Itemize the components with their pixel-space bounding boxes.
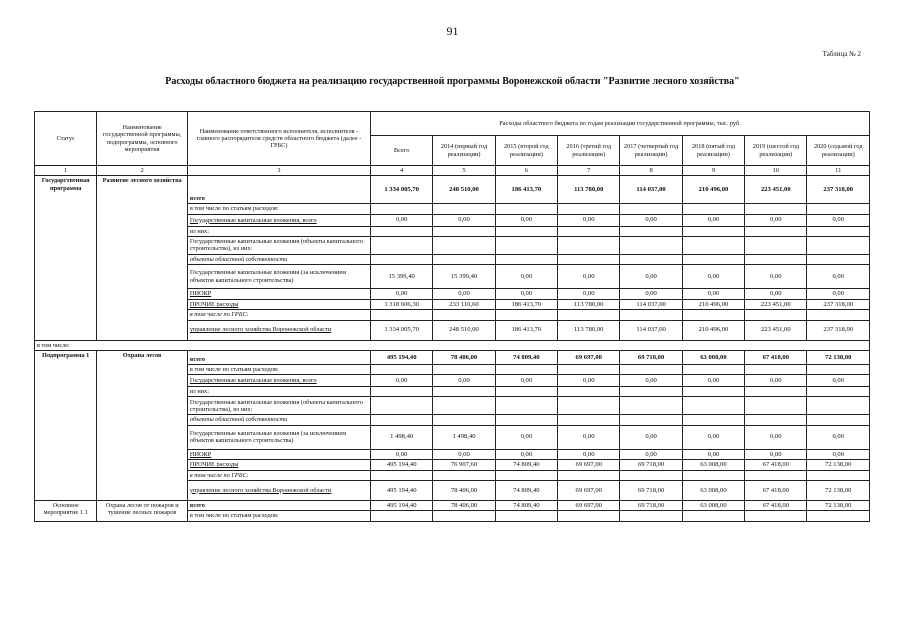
row-value: 69 718,00 — [620, 480, 682, 500]
row-value: 69 697,00 — [558, 500, 620, 511]
row-value — [558, 236, 620, 254]
row-value — [558, 254, 620, 264]
row-value: 223 451,00 — [745, 320, 807, 340]
row-value: 0,00 — [682, 449, 744, 460]
row-value — [433, 415, 495, 425]
row-value — [745, 387, 807, 397]
row-value: 63 008,00 — [682, 460, 744, 471]
row-value — [495, 397, 557, 415]
row-label: НИОКР — [187, 289, 370, 300]
row-value: 186 413,70 — [495, 176, 557, 204]
header-year: 2015 (второй год реализации) — [495, 136, 557, 166]
row-value — [745, 236, 807, 254]
row-value: 67 418,00 — [745, 350, 807, 364]
row-value — [620, 364, 682, 374]
row-value: 237 318,00 — [807, 299, 870, 310]
row-value: 0,00 — [558, 214, 620, 226]
row-value: 67 418,00 — [745, 500, 807, 511]
row-value — [682, 310, 744, 320]
row-value — [682, 470, 744, 480]
row-value: 74 809,40 — [495, 460, 557, 471]
row-value: 1 498,40 — [433, 425, 495, 449]
row-value: 0,00 — [745, 214, 807, 226]
row-value — [558, 470, 620, 480]
row-value: 0,00 — [558, 449, 620, 460]
row-value: 74 809,40 — [495, 350, 557, 364]
row-value: 0,00 — [682, 289, 744, 300]
row-value: 78 406,00 — [433, 480, 495, 500]
header-year: 2019 (шестой год реализации) — [745, 136, 807, 166]
row-value — [495, 415, 557, 425]
row-value: 0,00 — [807, 289, 870, 300]
row-value — [620, 511, 682, 521]
row-value: 0,00 — [495, 214, 557, 226]
row-value: 74 809,40 — [495, 480, 557, 500]
row-value: 76 907,60 — [433, 460, 495, 471]
table-row — [35, 340, 870, 350]
row-label: в том числе по ГРБС: — [187, 470, 370, 480]
row-value: 0,00 — [682, 425, 744, 449]
column-index: 11 — [807, 166, 870, 176]
row-label: в том числе по статьям расходов: — [187, 204, 370, 214]
row-value — [807, 397, 870, 415]
row-value — [433, 511, 495, 521]
row-value: 67 418,00 — [745, 480, 807, 500]
header-year: 2014 (первый год реализации) — [433, 136, 495, 166]
table-body — [35, 176, 870, 521]
row-value — [807, 226, 870, 236]
column-index-row — [35, 166, 870, 176]
row-value: 0,00 — [495, 375, 557, 387]
row-value: 0,00 — [745, 375, 807, 387]
row-label: ПРОЧИЕ расходы — [187, 299, 370, 310]
row-value — [807, 470, 870, 480]
table-row — [35, 500, 870, 511]
row-value — [807, 310, 870, 320]
row-value: 248 510,00 — [433, 320, 495, 340]
row-value: 113 780,00 — [558, 176, 620, 204]
row-value: 67 418,00 — [745, 460, 807, 471]
row-value: 69 718,00 — [620, 500, 682, 511]
row-value — [682, 511, 744, 521]
row-value: 69 718,00 — [620, 350, 682, 364]
document-title: Расходы областного бюджета на реализацию государственной программы Воронежской области "Развитие лесного хозяйства" — [165, 76, 740, 87]
row-value: 0,00 — [682, 214, 744, 226]
row-value — [370, 511, 432, 521]
row-value — [745, 415, 807, 425]
row-value — [495, 310, 557, 320]
row-label: объекты областной собственности — [187, 254, 370, 264]
row-value — [620, 397, 682, 415]
row-value: 0,00 — [682, 265, 744, 289]
row-value — [807, 236, 870, 254]
row-value: 78 406,00 — [433, 350, 495, 364]
row-value — [495, 254, 557, 264]
row-label: ПРОЧИЕ расходы — [187, 460, 370, 471]
row-value: 0,00 — [433, 289, 495, 300]
row-value: 0,00 — [433, 449, 495, 460]
row-value: 69 718,00 — [620, 460, 682, 471]
row-value — [433, 254, 495, 264]
row-label: Государственные капитальные вложения (объекты капитального строительства), из них: — [187, 236, 370, 254]
row-value — [370, 226, 432, 236]
row-value — [682, 204, 744, 214]
row-value — [558, 387, 620, 397]
row-value — [370, 236, 432, 254]
row-value: 0,00 — [433, 375, 495, 387]
header-year: 2017 (четвертый год реализации) — [620, 136, 682, 166]
row-value — [370, 254, 432, 264]
row-label: всего — [187, 500, 370, 511]
column-index: 1 — [35, 166, 97, 176]
table-header — [35, 112, 870, 176]
table-row — [35, 350, 870, 364]
row-value: 113 780,00 — [558, 299, 620, 310]
row-value: 0,00 — [495, 289, 557, 300]
column-index: 7 — [558, 166, 620, 176]
row-value — [495, 470, 557, 480]
row-value — [558, 397, 620, 415]
row-value: 0,00 — [558, 265, 620, 289]
column-index: 5 — [433, 166, 495, 176]
table-label: Таблица № 2 — [822, 50, 861, 58]
row-value — [433, 226, 495, 236]
row-value — [370, 470, 432, 480]
header-expenses-group: Расходы областного бюджета по годам реализации государственной программы, тыс. руб. — [370, 112, 869, 136]
header-year: 2020 (седьмой год реализации) — [807, 136, 870, 166]
header-year: 2018 (пятый год реализации) — [682, 136, 744, 166]
row-label: всего — [187, 176, 370, 204]
row-value: 15 399,40 — [370, 265, 432, 289]
row-label: управление лесного хозяйства Воронежской области — [187, 320, 370, 340]
row-value: 15 399,40 — [433, 265, 495, 289]
row-value — [558, 310, 620, 320]
row-value — [370, 387, 432, 397]
row-label: Государственные капитальные вложения (за исключением объектов капитального строительства) — [187, 265, 370, 289]
row-value: 1 498,40 — [370, 425, 432, 449]
row-label: объекты областной собственности — [187, 415, 370, 425]
row-value: 0,00 — [807, 214, 870, 226]
row-value: 69 697,00 — [558, 460, 620, 471]
row-value — [745, 226, 807, 236]
table-row — [35, 176, 870, 204]
row-value — [682, 364, 744, 374]
row-value — [682, 226, 744, 236]
row-value — [620, 236, 682, 254]
row-label: управление лесного хозяйства Воронежской области — [187, 480, 370, 500]
row-label: из них: — [187, 387, 370, 397]
row-value — [682, 415, 744, 425]
row-value: 63 008,00 — [682, 500, 744, 511]
row-value — [433, 397, 495, 415]
row-value: 0,00 — [807, 425, 870, 449]
column-index: 9 — [682, 166, 744, 176]
row-value — [807, 364, 870, 374]
row-label: всего — [187, 350, 370, 364]
row-value: 233 110,60 — [433, 299, 495, 310]
row-value — [745, 204, 807, 214]
row-value — [558, 204, 620, 214]
row-value: 0,00 — [620, 265, 682, 289]
row-value: 210 496,00 — [682, 320, 744, 340]
row-value — [370, 397, 432, 415]
row-value — [558, 415, 620, 425]
row-value: 0,00 — [620, 214, 682, 226]
row-value: 113 780,00 — [558, 320, 620, 340]
row-value — [495, 236, 557, 254]
row-value: 72 138,00 — [807, 350, 870, 364]
row-value: 495 194,40 — [370, 480, 432, 500]
row-value — [620, 226, 682, 236]
row-value — [433, 204, 495, 214]
row-label: в том числе по ГРБС: — [187, 310, 370, 320]
row-status: Государственная программа — [35, 176, 97, 340]
row-value: 72 138,00 — [807, 460, 870, 471]
row-value: 72 138,00 — [807, 480, 870, 500]
row-value: 495 194,40 — [370, 500, 432, 511]
column-index: 3 — [187, 166, 370, 176]
row-value: 0,00 — [682, 375, 744, 387]
row-value — [558, 364, 620, 374]
row-value: 0,00 — [745, 449, 807, 460]
row-value: 210 496,00 — [682, 176, 744, 204]
row-label: НИОКР — [187, 449, 370, 460]
row-value: 237 318,00 — [807, 320, 870, 340]
row-value — [682, 387, 744, 397]
row-value: 63 008,00 — [682, 350, 744, 364]
row-value — [370, 204, 432, 214]
row-label: в том числе по статьям расходов: — [187, 364, 370, 374]
row-label: Государственные капитальные вложения, всего — [187, 375, 370, 387]
row-value — [433, 387, 495, 397]
row-value — [433, 364, 495, 374]
row-value: 0,00 — [620, 289, 682, 300]
row-value: 0,00 — [558, 289, 620, 300]
row-label: Государственные капитальные вложения (объекты капитального строительства), из них: — [187, 397, 370, 415]
row-value: 0,00 — [620, 425, 682, 449]
row-label: в том числе по статьям расходов: — [187, 511, 370, 521]
row-value: 114 037,00 — [620, 176, 682, 204]
row-value: 74 809,40 — [495, 500, 557, 511]
row-label: из них: — [187, 226, 370, 236]
row-value: 0,00 — [807, 449, 870, 460]
row-value — [745, 364, 807, 374]
row-value: 63 008,00 — [682, 480, 744, 500]
row-value: 0,00 — [495, 449, 557, 460]
row-value — [370, 310, 432, 320]
row-value — [682, 397, 744, 415]
row-value — [745, 511, 807, 521]
row-value: 0,00 — [370, 449, 432, 460]
row-value — [745, 310, 807, 320]
header-executor: Наименование ответственного исполнителя, исполнителя - главного распорядителя средств областного бюджета (далее - ГРБС) — [187, 112, 370, 166]
row-value — [620, 415, 682, 425]
row-value — [495, 387, 557, 397]
row-value — [745, 397, 807, 415]
row-value: 0,00 — [370, 289, 432, 300]
row-value: 210 496,00 — [682, 299, 744, 310]
column-index: 8 — [620, 166, 682, 176]
row-value — [495, 204, 557, 214]
row-value: 0,00 — [495, 425, 557, 449]
row-program-name: Развитие лесного хозяйства — [97, 176, 188, 340]
header-status: Статус — [35, 112, 97, 166]
column-index: 4 — [370, 166, 432, 176]
row-value — [807, 387, 870, 397]
row-value — [807, 254, 870, 264]
row-value: 223 451,00 — [745, 299, 807, 310]
row-value — [745, 470, 807, 480]
row-value: 0,00 — [745, 289, 807, 300]
header-total: Всего — [370, 136, 432, 166]
row-value — [433, 310, 495, 320]
row-value: 237 318,00 — [807, 176, 870, 204]
row-program-name: Охрана лесов от пожаров и тушение лесных пожаров — [97, 500, 188, 521]
row-value: 1 334 005,70 — [370, 176, 432, 204]
row-value — [433, 236, 495, 254]
row-value: 0,00 — [495, 265, 557, 289]
page-number: 91 — [446, 24, 459, 38]
row-value: 0,00 — [558, 375, 620, 387]
row-value: 0,00 — [745, 265, 807, 289]
row-value: 248 510,00 — [433, 176, 495, 204]
row-value — [807, 204, 870, 214]
row-value — [807, 511, 870, 521]
column-index: 6 — [495, 166, 557, 176]
row-value: 0,00 — [745, 425, 807, 449]
row-value: 0,00 — [620, 449, 682, 460]
row-status: Подпрограмма 1 — [35, 350, 97, 500]
row-value — [620, 387, 682, 397]
row-value — [620, 470, 682, 480]
row-value — [682, 236, 744, 254]
row-value — [370, 415, 432, 425]
row-value: 72 138,00 — [807, 500, 870, 511]
row-value: 0,00 — [370, 375, 432, 387]
row-label: в том числе: — [35, 340, 870, 350]
row-label: Государственные капитальные вложения, всего — [187, 214, 370, 226]
row-value — [620, 254, 682, 264]
row-value — [558, 226, 620, 236]
row-value: 0,00 — [370, 214, 432, 226]
row-value: 114 037,00 — [620, 320, 682, 340]
row-value — [620, 204, 682, 214]
row-value — [807, 415, 870, 425]
row-value: 186 413,70 — [495, 320, 557, 340]
row-value: 1 334 005,70 — [370, 320, 432, 340]
row-label: Государственные капитальные вложения (за исключением объектов капитального строительства) — [187, 425, 370, 449]
row-value: 69 697,00 — [558, 350, 620, 364]
row-program-name: Охрана лесов — [97, 350, 188, 500]
row-value: 495 194,40 — [370, 460, 432, 471]
row-value: 0,00 — [807, 375, 870, 387]
header-year: 2016 (третий год реализации) — [558, 136, 620, 166]
row-value: 78 406,00 — [433, 500, 495, 511]
row-value — [495, 364, 557, 374]
row-value — [370, 364, 432, 374]
row-value: 0,00 — [807, 265, 870, 289]
row-value: 0,00 — [558, 425, 620, 449]
row-value: 1 318 606,30 — [370, 299, 432, 310]
row-status: Основное мероприятие 1.1 — [35, 500, 97, 521]
row-value: 69 697,00 — [558, 480, 620, 500]
row-value — [682, 254, 744, 264]
row-value: 0,00 — [620, 375, 682, 387]
column-index: 2 — [97, 166, 188, 176]
row-value — [620, 310, 682, 320]
row-value: 114 037,00 — [620, 299, 682, 310]
row-value: 186 413,70 — [495, 299, 557, 310]
row-value — [495, 511, 557, 521]
column-index: 10 — [745, 166, 807, 176]
row-value — [558, 511, 620, 521]
row-value: 0,00 — [433, 214, 495, 226]
row-value — [495, 226, 557, 236]
row-value — [433, 470, 495, 480]
budget-table — [34, 111, 870, 522]
header-program-name: Наименование государственной программы, подпрограммы, основного мероприятия — [97, 112, 188, 166]
row-value — [745, 254, 807, 264]
row-value: 495 194,40 — [370, 350, 432, 364]
row-value: 223 451,00 — [745, 176, 807, 204]
